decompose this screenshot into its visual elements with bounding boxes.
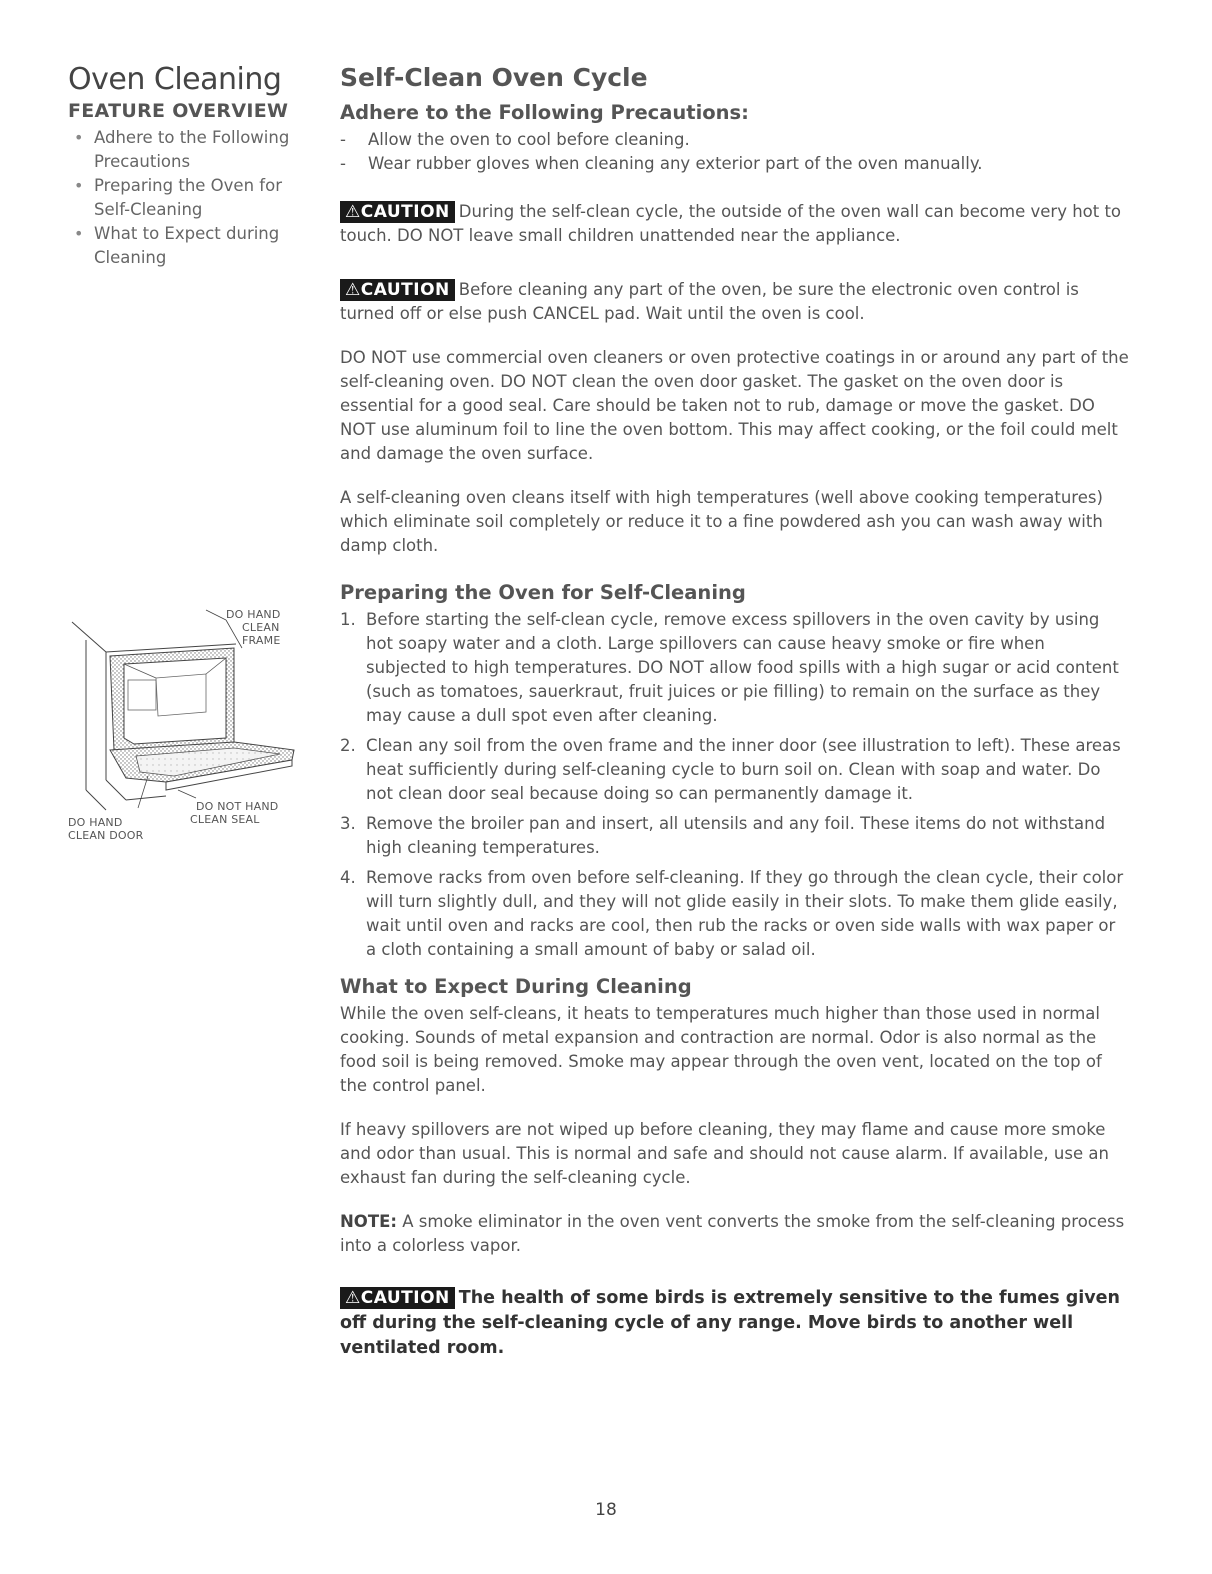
- label-line: DO HAND: [226, 608, 281, 621]
- precaution-item: - Wear rubber gloves when cleaning any exterior part of the oven manually.: [340, 152, 1130, 176]
- precautions-list: [340, 128, 1130, 176]
- preparing-item: [340, 866, 1130, 962]
- caution-paragraph-3: [340, 1286, 1130, 1361]
- label-line: DO HAND: [68, 816, 123, 829]
- overview-item: • Adhere to the Following Precautions: [68, 126, 318, 174]
- item-number: 1.: [340, 610, 356, 629]
- item-number: 4.: [340, 868, 356, 887]
- caution-label: CAUTION: [360, 1288, 450, 1308]
- page-title: Oven Cleaning: [68, 62, 282, 97]
- caution-badge: ⚠CAUTION: [340, 201, 455, 223]
- expect-paragraph-1: While the oven self-cleans, it heats to temperatures much higher than those used in normal cooking. Sounds of metal expansion and contraction are normal. Odor is also normal as the food soil is being removed. Smoke may appear through the oven vent, located on the top of the control panel.: [340, 1004, 1102, 1095]
- note-text: A smoke eliminator in the oven vent converts the smoke from the self-cleaning process into a colorless vapor.: [340, 1212, 1125, 1255]
- item-text: Remove the broiler pan and insert, all utensils and any foil. These items do not withstand high cleaning temperatures.: [366, 814, 1106, 857]
- caution-badge: ⚠CAUTION: [340, 279, 455, 301]
- expect-paragraph-2: If heavy spillovers are not wiped up before cleaning, they may flame and cause more smoke and odor than usual. This is normal and safe and should not cause alarm. If available, use an exhaust fan during the self-cleaning cycle.: [340, 1120, 1109, 1187]
- item-text: Clean any soil from the oven frame and the inner door (see illustration to left). These areas heat sufficiently during self-cleaning cycle to burn soil on. Clean with soap and water. Do not clean door seal because doing so can permanently damage it.: [366, 736, 1121, 803]
- caution-badge: ⚠CAUTION: [340, 1287, 455, 1309]
- overview-item: • What to Expect during Cleaning: [68, 222, 318, 270]
- caution-paragraph-2: [340, 278, 1130, 326]
- caution-text: Before cleaning any part of the oven, be sure the electronic oven control is turned off or else push CANCEL pad. Wait until the oven is cool.: [340, 280, 1079, 323]
- label-do-not-hand-clean-seal: [190, 800, 279, 826]
- page-number: 18: [595, 1500, 617, 1520]
- expect-heading: What to Expect During Cleaning: [340, 975, 692, 998]
- feature-overview-list: [68, 126, 318, 270]
- label-line: DO NOT HAND: [196, 800, 279, 813]
- caution-label: CAUTION: [360, 280, 450, 300]
- precautions-paragraph-1: DO NOT use commercial oven cleaners or oven protective coatings in or around any part of the self-cleaning oven. DO NOT clean the oven door gasket. The gasket on the oven door is essential for a good seal. Care should be taken not to rub, damage or move the gasket. DO NOT use aluminum foil to line the oven bottom. This may affect cooking, or the foil could melt and damage the oven surface.: [340, 348, 1129, 463]
- overview-item: • Preparing the Oven for Self-Cleaning: [68, 174, 318, 222]
- feature-overview-heading: FEATURE OVERVIEW: [68, 100, 289, 122]
- item-number: 3.: [340, 814, 356, 833]
- label-line: FRAME: [242, 634, 281, 647]
- preparing-list: [340, 608, 1130, 962]
- caution-text: During the self-clean cycle, the outside of the oven wall can become very hot to touch. DO NOT leave small children unattended near the appliance.: [340, 202, 1122, 245]
- precautions-paragraph-2: A self-cleaning oven cleans itself with high temperatures (well above cooking temperatures) which eliminate soil completely or reduce it to a fine powdered ash you can wash away with damp cloth.: [340, 488, 1103, 555]
- label-line: CLEAN DOOR: [68, 829, 144, 842]
- note-paragraph: [340, 1210, 1130, 1258]
- precaution-item: - Allow the oven to cool before cleaning.: [340, 128, 1130, 152]
- oven-illustration: [66, 600, 306, 860]
- note-label: NOTE:: [340, 1212, 397, 1231]
- item-text: Before starting the self-clean cycle, remove excess spillovers in the oven cavity by using hot soapy water and a cloth. Large spillovers can cause heavy smoke or fire when subjected to high temperatures. DO NOT allow food spills with a high sugar or acid content (such as tomatoes, sauerkraut, fruit juices or pie filling) to remain on the surface as they may cause a dull spot even after cleaning.: [366, 610, 1119, 725]
- precautions-heading: Adhere to the Following Precautions:: [340, 101, 749, 124]
- caution-paragraph-1: [340, 200, 1130, 248]
- preparing-item: [340, 734, 1130, 806]
- section-heading: Self-Clean Oven Cycle: [340, 63, 648, 92]
- label-do-hand-clean-door: [68, 816, 143, 842]
- item-number: 2.: [340, 736, 356, 755]
- caution-text: The health of some birds is extremely sensitive to the fumes given off during the self-cleaning cycle of any range. Move birds to another well ventilated room.: [340, 1288, 1120, 1358]
- label-line: CLEAN SEAL: [190, 813, 260, 826]
- feature-overview-panel: [68, 62, 318, 270]
- preparing-item: [340, 608, 1130, 728]
- preparing-item: [340, 812, 1130, 860]
- preparing-heading: Preparing the Oven for Self-Cleaning: [340, 581, 746, 604]
- main-content: [340, 62, 1130, 1361]
- caution-label: CAUTION: [360, 202, 450, 222]
- label-do-hand-clean-frame: [226, 608, 281, 647]
- label-line: CLEAN: [242, 621, 280, 634]
- item-text: Remove racks from oven before self-cleaning. If they go through the clean cycle, their color will turn slightly dull, and they will not glide easily in their slots. To make them glide easily, wait until oven and racks are cool, then rub the racks or oven side walls with wax paper or a cloth containing a small amount of baby or salad oil.: [366, 868, 1124, 959]
